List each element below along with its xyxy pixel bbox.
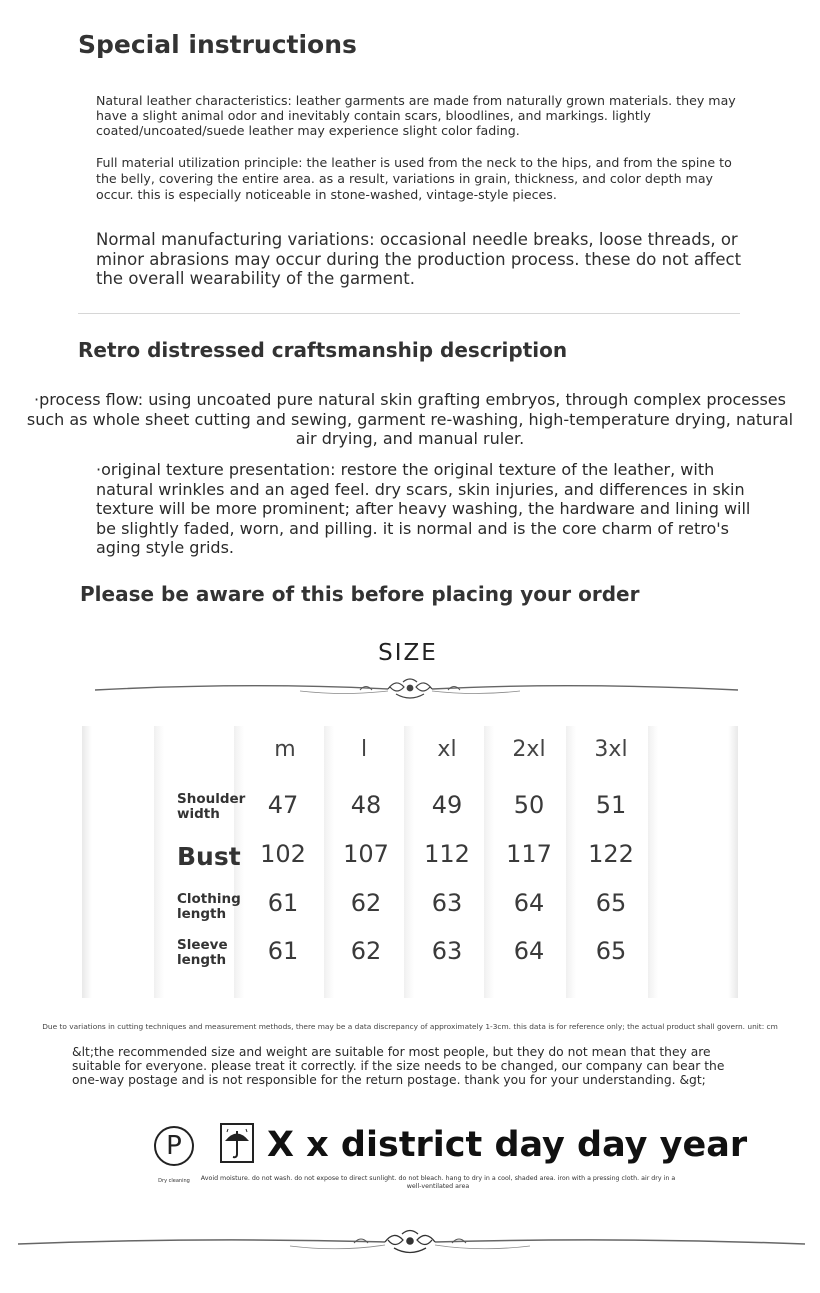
cell-bust-l: 107 [343, 840, 389, 868]
cell-length-xl: 63 [431, 889, 463, 917]
measurement-disclaimer: Due to variations in cutting techniques and measurement methods, there may be a data discrepancy of approximately 1-3cm. this data is for reference only; the actual product shall govern. unit: cm [42, 1022, 778, 1031]
cell-shoulder-l: 48 [350, 791, 382, 819]
order-notice-heading: Please be aware of this before placing your order [80, 582, 640, 606]
section-divider [78, 313, 740, 314]
manufacturing-variations-text: Normal manufacturing variations: occasional needle breaks, loose threads, or minor abrasions may occur during the production process. these do not affect the overall wearability of the garment. [96, 230, 742, 288]
ornamental-divider-bottom [0, 1225, 820, 1259]
size-column-2xl: 2xl [512, 737, 546, 762]
row-label-clothing-length: Clothing length [177, 891, 241, 922]
dry-clean-label: Dry cleaning [158, 1178, 190, 1184]
size-column-3xl: 3xl [594, 737, 628, 762]
cell-sleeve-l: 62 [350, 937, 382, 965]
cell-length-m: 61 [267, 889, 299, 917]
cell-length-l: 62 [350, 889, 382, 917]
size-column-m: m [274, 737, 296, 762]
cell-sleeve-3xl: 65 [595, 937, 627, 965]
ornamental-divider-top [0, 672, 820, 708]
cell-shoulder-2xl: 50 [513, 791, 545, 819]
cell-shoulder-3xl: 51 [595, 791, 627, 819]
leather-characteristics-text: Natural leather characteristics: leather garments are made from naturally grown materials. they may have a slight animal odor and inevitably contain scars, bloodlines, and markings. lightly coated/uncoated/suede leather may experience slight color fading. [96, 93, 736, 138]
texture-presentation-text: ·original texture presentation: restore the original texture of the leather, with natural wrinkles and an aged feel. dry scars, skin injuries, and differences in skin texture will be more prominent; after heavy washing, the hardware and lining will be slightly faded, worn, and pilling. it is normal and is the core charm of retro's aging style grids. [96, 460, 751, 558]
care-instructions-text: Avoid moisture. do not wash. do not expose to direct sunlight. do not bleach. hang to dry in a cool, shaded area. iron with a pressing cloth. air dry in a well-ventilated area [200, 1175, 676, 1190]
row-label-bust: Bust [177, 842, 241, 871]
keep-dry-umbrella-icon [220, 1123, 254, 1163]
size-recommendation-note: &lt;the recommended size and weight are suitable for most people, but they do not mean that they are suitable for everyone. please treat it correctly. if the size needs to be changed, our company can bear the one-way postage and is not responsible for the return postage. thank you for your understanding. &gt; [72, 1045, 725, 1087]
dry-clean-icon: P [154, 1126, 194, 1166]
cell-bust-m: 102 [260, 840, 306, 868]
size-column-l: l [360, 737, 368, 762]
cell-sleeve-xl: 63 [431, 937, 463, 965]
brand-name: X x district day day year [267, 1125, 748, 1165]
material-utilization-text: Full material utilization principle: the leather is used from the neck to the hips, and from the spine to the belly, covering the entire area. as a result, variations in grain, thickness, and color depth may occur. this is especially noticeable in stone-washed, vintage-style pieces. [96, 155, 732, 202]
retro-craftsmanship-heading: Retro distressed craftsmanship description [78, 338, 568, 362]
cell-sleeve-m: 61 [267, 937, 299, 965]
process-flow-text: ·process flow: using uncoated pure natural skin grafting embryos, through complex processes such as whole sheet cutting and sewing, garment re-washing, high-temperature drying, natural air drying, and manual ruler. [26, 390, 794, 449]
cell-length-3xl: 65 [595, 889, 627, 917]
cell-bust-xl: 112 [424, 840, 470, 868]
size-column-xl: xl [437, 737, 457, 762]
special-instructions-heading: Special instructions [78, 30, 357, 59]
size-title: SIZE [378, 640, 438, 666]
cell-sleeve-2xl: 64 [513, 937, 545, 965]
row-label-shoulder-width: Shoulder width [177, 791, 246, 822]
cell-bust-2xl: 117 [506, 840, 552, 868]
cell-shoulder-m: 47 [267, 791, 299, 819]
cell-bust-3xl: 122 [588, 840, 634, 868]
cell-length-2xl: 64 [513, 889, 545, 917]
row-label-sleeve-length: Sleeve length [177, 937, 228, 968]
cell-shoulder-xl: 49 [431, 791, 463, 819]
